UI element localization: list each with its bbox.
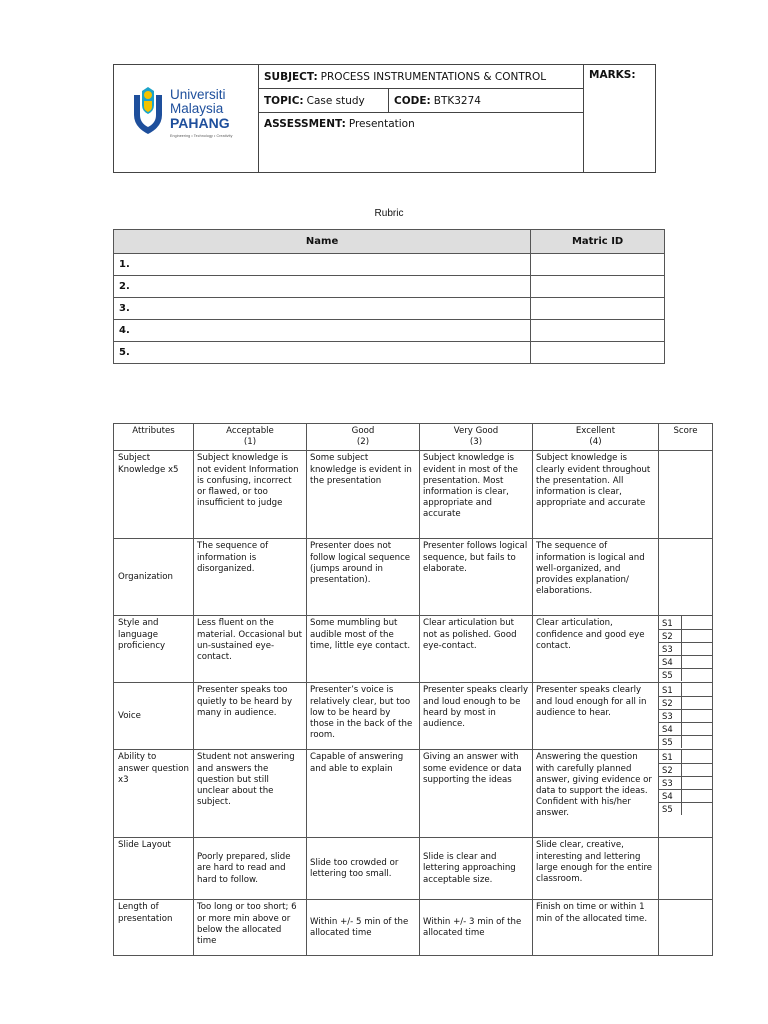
student-name-cell[interactable]: 5. bbox=[114, 342, 531, 364]
score-cell bbox=[659, 683, 713, 750]
topic-value: Case study bbox=[306, 94, 365, 107]
score-input[interactable] bbox=[681, 789, 712, 802]
student-row bbox=[114, 320, 665, 342]
very-good-cell: Slide is clear and lettering approaching acceptable size. bbox=[420, 838, 533, 900]
excellent-score: (4) bbox=[589, 437, 602, 448]
good-label: Good bbox=[351, 426, 375, 436]
acceptable-cell: Student not answering and answers the question but still unclear about the subject. bbox=[194, 750, 307, 838]
score-input[interactable] bbox=[681, 802, 712, 815]
assessment-field bbox=[259, 113, 584, 172]
score-input[interactable] bbox=[681, 683, 712, 696]
score-label: S5 bbox=[659, 735, 681, 748]
score-input[interactable] bbox=[681, 776, 712, 789]
score-input[interactable] bbox=[681, 722, 712, 735]
rubric-row-slide-layout bbox=[114, 838, 713, 900]
assessment-value: Presentation bbox=[348, 118, 415, 130]
rubric-row-answer-question bbox=[114, 750, 713, 838]
score-cell[interactable] bbox=[659, 900, 713, 956]
score-label: S5 bbox=[659, 668, 681, 681]
marks-field[interactable] bbox=[584, 65, 656, 172]
score-cell[interactable] bbox=[659, 451, 713, 539]
score-input[interactable] bbox=[681, 696, 712, 709]
excellent-cell: Subject knowledge is clearly evident throughout the presentation. All information is clear, appropriate and accurate bbox=[533, 451, 659, 539]
good-cell: Some mumbling but audible most of the time, little eye contact. bbox=[307, 616, 420, 683]
score-input[interactable] bbox=[681, 629, 712, 642]
matric-id-cell[interactable] bbox=[531, 342, 665, 364]
acceptable-cell: Too long or too short; 6 or more min above or below the allocated time bbox=[194, 900, 307, 956]
rubric-table bbox=[113, 423, 713, 956]
score-label: S4 bbox=[659, 789, 681, 802]
student-name-cell[interactable]: 2. bbox=[114, 276, 531, 298]
score-input[interactable] bbox=[681, 763, 712, 776]
good-header bbox=[307, 424, 420, 451]
acceptable-cell: Less fluent on the material. Occasional but un-sustained eye-contact. bbox=[194, 616, 307, 683]
code-value: BTK3274 bbox=[433, 94, 481, 107]
good-cell: Slide too crowded or lettering too small. bbox=[307, 838, 420, 900]
score-label: S4 bbox=[659, 722, 681, 735]
very-good-cell: Giving an answer with some evidence or data supporting the ideas bbox=[420, 750, 533, 838]
attribute-cell: Length of presentation bbox=[114, 900, 194, 956]
acceptable-score: (1) bbox=[243, 437, 257, 448]
score-label: S3 bbox=[659, 776, 681, 789]
acceptable-cell: The sequence of information is disorganized. bbox=[194, 539, 307, 616]
rubric-row-voice bbox=[114, 683, 713, 750]
score-input[interactable] bbox=[681, 750, 712, 763]
very-good-cell: Clear articulation but not as polished. Good eye-contact. bbox=[420, 616, 533, 683]
student-row bbox=[114, 342, 665, 364]
excellent-cell: Presenter speaks clearly and loud enough for all in audience to hear. bbox=[533, 683, 659, 750]
good-cell: Presenter’s voice is relatively clear, but too low to be heard by those in the back of the room. bbox=[307, 683, 420, 750]
acceptable-cell: Presenter speaks too quietly to be heard by many in audience. bbox=[194, 683, 307, 750]
logo-line-3: PAHANG bbox=[170, 115, 230, 131]
student-row bbox=[114, 276, 665, 298]
matric-id-cell[interactable] bbox=[531, 298, 665, 320]
matric-id-cell[interactable] bbox=[531, 276, 665, 298]
score-input[interactable] bbox=[681, 655, 712, 668]
excellent-cell: The sequence of information is logical and well-organized, and provides explanation/ elaborations. bbox=[533, 539, 659, 616]
subject-label: SUBJECT: bbox=[264, 70, 318, 83]
acceptable-header bbox=[194, 424, 307, 451]
university-logo bbox=[114, 65, 259, 172]
student-name-cell[interactable]: 3. bbox=[114, 298, 531, 320]
very-good-cell: Presenter follows logical sequence, but fails to elaborate. bbox=[420, 539, 533, 616]
attributes-header: Attributes bbox=[114, 424, 194, 451]
header-box bbox=[113, 64, 656, 173]
excellent-cell: Slide clear, creative, interesting and lettering large enough for the entire classroom. bbox=[533, 838, 659, 900]
matric-id-cell[interactable] bbox=[531, 320, 665, 342]
acceptable-cell: Poorly prepared, slide are hard to read and hard to follow. bbox=[194, 838, 307, 900]
excellent-cell: Finish on time or within 1 min of the allocated time. bbox=[533, 900, 659, 956]
rubric-row-length bbox=[114, 900, 713, 956]
attribute-cell: Slide Layout bbox=[114, 838, 194, 900]
good-score: (2) bbox=[356, 437, 370, 448]
rubric-header-row bbox=[114, 424, 713, 451]
assessment-label: ASSESSMENT: bbox=[264, 118, 346, 130]
student-name-cell[interactable]: 4. bbox=[114, 320, 531, 342]
attribute-cell: Organization bbox=[114, 539, 194, 616]
name-column-header: Name bbox=[114, 230, 531, 254]
score-input[interactable] bbox=[681, 616, 712, 629]
score-label: S3 bbox=[659, 642, 681, 655]
score-label: S5 bbox=[659, 802, 681, 815]
score-label: S1 bbox=[659, 750, 681, 763]
score-input[interactable] bbox=[681, 709, 712, 722]
score-label: S2 bbox=[659, 763, 681, 776]
marks-label: MARKS: bbox=[589, 69, 636, 81]
score-header: Score bbox=[659, 424, 713, 451]
score-input[interactable] bbox=[681, 642, 712, 655]
student-score-grid bbox=[659, 750, 712, 815]
attribute-cell: Subject Knowledge x5 bbox=[114, 451, 194, 539]
student-row bbox=[114, 298, 665, 320]
good-cell: Some subject knowledge is evident in the presentation bbox=[307, 451, 420, 539]
score-cell bbox=[659, 616, 713, 683]
good-cell: Capable of answering and able to explain bbox=[307, 750, 420, 838]
student-score-grid bbox=[659, 616, 712, 681]
excellent-cell: Clear articulation, confidence and good eye contact. bbox=[533, 616, 659, 683]
matric-id-cell[interactable] bbox=[531, 254, 665, 276]
score-cell[interactable] bbox=[659, 539, 713, 616]
score-cell[interactable] bbox=[659, 838, 713, 900]
rubric-caption: Rubric bbox=[374, 208, 404, 219]
score-input[interactable] bbox=[681, 735, 712, 748]
very-good-header bbox=[420, 424, 533, 451]
subject-field bbox=[259, 65, 584, 89]
acceptable-label: Acceptable bbox=[226, 426, 274, 436]
attribute-cell: Voice bbox=[114, 683, 194, 750]
student-score-grid bbox=[659, 683, 712, 748]
excellent-label: Excellent bbox=[575, 426, 616, 436]
logo-line-1: Universiti bbox=[170, 87, 226, 102]
good-cell: Presenter does not follow logical sequence (jumps around in presentation). bbox=[307, 539, 420, 616]
score-label: S2 bbox=[659, 696, 681, 709]
very-good-cell: Subject knowledge is evident in most of the presentation. Most information is clear, appropriate and accurate bbox=[420, 451, 533, 539]
subject-value: PROCESS INSTRUMENTATIONS & CONTROL bbox=[320, 70, 547, 83]
rubric-row-organization bbox=[114, 539, 713, 616]
topic-field bbox=[259, 89, 389, 113]
attribute-cell: Ability to answer question x3 bbox=[114, 750, 194, 838]
score-label: S1 bbox=[659, 683, 681, 696]
rubric-row-style-language bbox=[114, 616, 713, 683]
excellent-header bbox=[533, 424, 659, 451]
rubric-row-subject-knowledge bbox=[114, 451, 713, 539]
score-label: S1 bbox=[659, 616, 681, 629]
very-good-score: (3) bbox=[469, 437, 483, 448]
score-label: S4 bbox=[659, 655, 681, 668]
student-name-cell[interactable]: 1. bbox=[114, 254, 531, 276]
very-good-cell: Within +/- 3 min of the allocated time bbox=[420, 900, 533, 956]
code-field bbox=[389, 89, 584, 113]
student-row bbox=[114, 254, 665, 276]
ump-shield-icon bbox=[132, 87, 164, 135]
attribute-cell: Style and language proficiency bbox=[114, 616, 194, 683]
acceptable-cell: Subject knowledge is not evident Information is confusing, incorrect or flawed, or too insufficient to judge bbox=[194, 451, 307, 539]
logo-line-2: Malaysia bbox=[170, 101, 224, 116]
good-cell: Within +/- 5 min of the allocated time bbox=[307, 900, 420, 956]
code-label: CODE: bbox=[394, 94, 431, 107]
matric-column-header: Matric ID bbox=[531, 230, 665, 254]
score-cell bbox=[659, 750, 713, 838]
very-good-cell: Presenter speaks clearly and loud enough to be heard by most in audience. bbox=[420, 683, 533, 750]
excellent-cell: Answering the question with carefully planned answer, giving evidence or data to support the ideas. Confident with his/her answer. bbox=[533, 750, 659, 838]
topic-label: TOPIC: bbox=[264, 94, 304, 107]
logo-tagline: Engineering • Technology • Creativity bbox=[170, 134, 233, 138]
score-label: S3 bbox=[659, 709, 681, 722]
student-name-table bbox=[113, 229, 665, 364]
very-good-label: Very Good bbox=[453, 426, 499, 436]
score-input[interactable] bbox=[681, 668, 712, 681]
score-label: S2 bbox=[659, 629, 681, 642]
